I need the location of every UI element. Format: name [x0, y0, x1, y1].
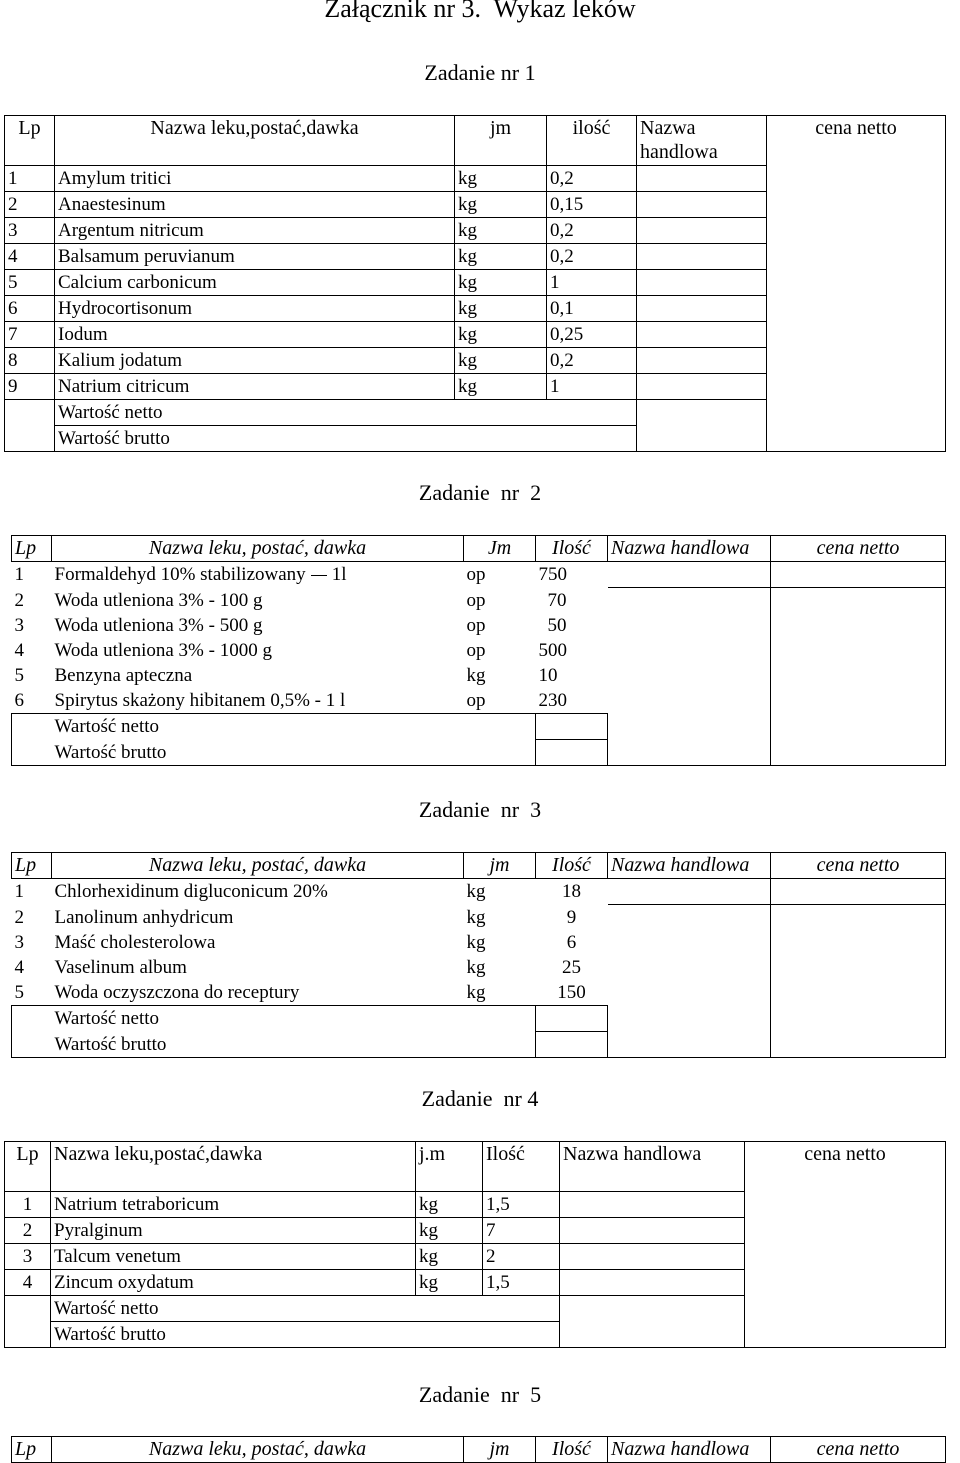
row-lp: 4: [5, 1270, 51, 1296]
row-name: Argentum nitricum: [55, 218, 455, 244]
row-price[interactable]: [767, 322, 946, 348]
row-price[interactable]: [771, 879, 946, 905]
row-lp: 1: [14, 881, 24, 902]
row-lp: 3: [5, 218, 55, 244]
row-unit: kg: [416, 1218, 483, 1244]
row-name: Lanolinum anhydricum: [54, 906, 234, 928]
total-net-label: Wartość netto: [55, 400, 637, 426]
col-trade-name: Nazwa handlowa: [560, 1142, 745, 1192]
col-qty: Ilość: [536, 853, 608, 879]
row-qty: 25: [562, 957, 581, 978]
row-price[interactable]: [771, 638, 946, 663]
row-unit: kg: [466, 957, 486, 978]
row-lp: 4: [5, 244, 55, 270]
table-row: [5, 1270, 946, 1296]
total-gross-row: [5, 426, 946, 452]
row-trade-name[interactable]: [560, 1192, 745, 1218]
row-price[interactable]: [767, 296, 946, 322]
row-qty: 9: [566, 906, 577, 928]
total-gross-label: Wartość brutto: [51, 1322, 560, 1348]
row-price[interactable]: [767, 192, 946, 218]
total-gross-value[interactable]: [637, 426, 767, 452]
row-trade-name[interactable]: [637, 192, 767, 218]
table-row: [5, 244, 946, 270]
row-name: Natrium tetraboricum: [51, 1192, 416, 1218]
row-name: Woda utleniona 3% - 1000 g: [54, 640, 272, 661]
row-name: Hydrocortisonum: [55, 296, 455, 322]
task-1-table: [4, 115, 946, 452]
row-price[interactable]: [771, 588, 946, 614]
table-row: [5, 1192, 946, 1218]
col-unit: Jm: [464, 536, 536, 562]
table-row: [5, 374, 946, 400]
col-lp: Lp: [5, 116, 55, 166]
row-unit: kg: [416, 1192, 483, 1218]
row-qty: 70: [547, 589, 567, 611]
row-name: Kalium jodatum: [55, 348, 455, 374]
table-row: [12, 613, 946, 638]
row-qty: 1,5: [483, 1192, 560, 1218]
table-row: [12, 688, 946, 714]
col-unit: j.m: [416, 1142, 483, 1192]
total-gross-value[interactable]: [560, 1322, 745, 1348]
row-lp: 1: [5, 166, 55, 192]
col-price: cena netto: [771, 536, 946, 562]
row-qty: 0,2: [547, 166, 637, 192]
row-name: Vaselinum album: [54, 957, 187, 978]
row-trade-name[interactable]: [637, 374, 767, 400]
row-name: Balsamum peruvianum: [55, 244, 455, 270]
table-header: [5, 116, 946, 166]
col-qty: Ilość: [483, 1142, 560, 1192]
col-trade-name: Nazwa handlowa: [608, 853, 771, 879]
total-net-row: [5, 1296, 946, 1322]
row-trade-name[interactable]: [560, 1218, 745, 1244]
row-price[interactable]: [745, 1192, 946, 1218]
row-name: Spirytus skażony hibitanem 0,5% - 1 l: [54, 690, 346, 711]
row-trade-name[interactable]: [637, 270, 767, 296]
row-price[interactable]: [767, 244, 946, 270]
row-unit: kg: [466, 881, 486, 902]
row-qty: 0,15: [547, 192, 637, 218]
row-unit: kg: [455, 374, 547, 400]
row-name: Iodum: [55, 322, 455, 348]
row-qty: 150: [557, 982, 586, 1003]
total-net-row: [12, 714, 946, 740]
row-name: Benzyna apteczna: [54, 665, 193, 686]
row-qty: 50: [547, 615, 567, 636]
row-unit: op: [466, 589, 486, 611]
row-unit: kg: [455, 166, 547, 192]
row-unit: kg: [455, 192, 547, 218]
row-name: [52, 562, 464, 588]
row-price[interactable]: [771, 955, 946, 980]
task-4-heading: Zadanie nr 4: [421, 1086, 539, 1111]
total-gross-label: Wartość brutto: [55, 426, 637, 452]
row-lp: 7: [5, 322, 55, 348]
row-name: Amylum tritici: [55, 166, 455, 192]
total-gross-row: [12, 740, 946, 766]
row-lp: 3: [14, 615, 24, 636]
row-trade-name[interactable]: [608, 562, 771, 588]
row-price[interactable]: [771, 562, 946, 588]
row-unit: kg: [455, 296, 547, 322]
row-qty: 0,2: [547, 218, 637, 244]
row-price[interactable]: [767, 374, 946, 400]
table-row: [12, 980, 946, 1006]
col-qty: ilość: [547, 116, 637, 166]
table-row: [5, 1218, 946, 1244]
row-qty: 1,5: [483, 1270, 560, 1296]
total-gross-row: [5, 1322, 946, 1348]
total-gross-value[interactable]: [536, 740, 608, 766]
row-price[interactable]: [771, 663, 946, 688]
table-row: [5, 1244, 946, 1270]
row-lp: 3: [14, 932, 24, 953]
table-row: [12, 955, 946, 980]
col-trade-name: Nazwa handlowa: [637, 116, 767, 166]
table-row: [5, 270, 946, 296]
table-row: [12, 562, 946, 588]
row-price[interactable]: [767, 348, 946, 374]
total-gross-label: Wartość brutto: [52, 1032, 536, 1058]
col-name: Nazwa leku,postać,dawka: [51, 1142, 416, 1192]
col-name: Nazwa leku,postać,dawka: [55, 116, 455, 166]
col-unit: jm: [464, 1437, 536, 1463]
col-qty: Ilość: [536, 536, 608, 562]
total-net-value[interactable]: [536, 1006, 608, 1032]
total-net-label: Wartość netto: [51, 1296, 560, 1322]
col-lp: Lp: [12, 853, 52, 879]
dash-mark: [311, 575, 327, 576]
row-lp: 4: [14, 957, 24, 978]
row-trade-name[interactable]: [560, 1244, 745, 1270]
row-qty: 10: [538, 665, 558, 686]
row-name: Maść cholesterolowa: [54, 932, 216, 953]
row-unit: kg: [466, 982, 486, 1003]
row-lp: 5: [14, 665, 24, 686]
row-price[interactable]: [767, 270, 946, 296]
row-qty: 0,25: [547, 322, 637, 348]
row-name: Calcium carbonicum: [55, 270, 455, 296]
row-lp: 2: [14, 906, 24, 928]
row-name: Woda utleniona 3% - 500 g: [54, 615, 263, 636]
row-lp: 4: [14, 640, 24, 661]
row-qty: 1: [547, 270, 637, 296]
row-trade-name[interactable]: [637, 244, 767, 270]
table-row: [12, 905, 946, 931]
col-name: Nazwa leku, postać, dawka: [52, 1437, 464, 1463]
row-unit: kg: [466, 932, 486, 953]
row-unit: kg: [466, 665, 486, 686]
row-name: Zincum oxydatum: [51, 1270, 416, 1296]
col-price: cena netto: [745, 1142, 946, 1192]
total-net-row: [5, 400, 946, 426]
row-name: Woda oczyszczona do receptury: [54, 982, 300, 1003]
total-net-row: [12, 1006, 946, 1032]
row-unit: op: [466, 564, 486, 585]
row-lp: 6: [14, 690, 24, 711]
row-unit: kg: [416, 1270, 483, 1296]
col-price: cena netto: [771, 853, 946, 879]
col-name: Nazwa leku, postać, dawka: [52, 853, 464, 879]
total-net-value[interactable]: [560, 1296, 745, 1322]
row-trade-name[interactable]: [560, 1270, 745, 1296]
row-qty: 2: [483, 1244, 560, 1270]
table-header: [12, 536, 946, 562]
row-trade-name[interactable]: [637, 218, 767, 244]
row-name-part: Formaldehyd 10% stabilizowany: [54, 564, 306, 585]
row-lp: 3: [5, 1244, 51, 1270]
row-unit: op: [466, 640, 486, 661]
row-unit: kg: [416, 1244, 483, 1270]
row-trade-name[interactable]: [637, 348, 767, 374]
table-row: [12, 879, 946, 905]
row-qty: 0,1: [547, 296, 637, 322]
row-unit: kg: [455, 270, 547, 296]
total-gross-value[interactable]: [536, 1032, 608, 1058]
row-unit: kg: [455, 322, 547, 348]
table-row: [5, 296, 946, 322]
page-title: Załącznik nr 3. Wykaz leków: [324, 0, 636, 23]
total-net-label: Wartość netto: [52, 714, 536, 740]
col-unit: jm: [464, 853, 536, 879]
row-qty: 750: [538, 564, 567, 585]
row-price[interactable]: [771, 905, 946, 931]
row-name: Natrium citricum: [55, 374, 455, 400]
col-price: cena netto: [771, 1437, 946, 1463]
row-lp: 8: [5, 348, 55, 374]
table-header: [5, 1142, 946, 1192]
row-lp: 6: [5, 296, 55, 322]
row-qty: 7: [483, 1218, 560, 1244]
col-lp: Lp: [12, 1437, 52, 1463]
row-unit: kg: [466, 906, 486, 928]
row-lp: 5: [14, 982, 24, 1003]
total-net-label: Wartość netto: [52, 1006, 536, 1032]
row-price[interactable]: [745, 1270, 946, 1296]
row-price[interactable]: [771, 613, 946, 638]
row-trade-name[interactable]: [608, 879, 771, 905]
col-unit: jm: [455, 116, 547, 166]
col-lp: Lp: [5, 1142, 51, 1192]
total-net-value[interactable]: [637, 400, 767, 426]
row-trade-name[interactable]: [637, 166, 767, 192]
col-lp: Lp: [12, 536, 52, 562]
row-name-volume: 1l: [331, 564, 347, 585]
row-qty: 0,2: [547, 244, 637, 270]
table-row: [5, 166, 946, 192]
total-net-value[interactable]: [536, 714, 608, 740]
row-lp: 2: [14, 589, 24, 611]
row-lp: 1: [14, 564, 24, 585]
row-qty: 18: [562, 881, 581, 902]
row-qty: 1: [547, 374, 637, 400]
table-header: [12, 1437, 946, 1463]
row-qty: 230: [538, 690, 567, 711]
total-gross-row: [12, 1032, 946, 1058]
row-price[interactable]: [771, 688, 946, 714]
task-3-table: [11, 852, 946, 1058]
col-trade-name: Nazwa handlowa: [608, 1437, 771, 1463]
row-unit: op: [466, 615, 486, 636]
table-row: [5, 192, 946, 218]
row-lp: 1: [5, 1192, 51, 1218]
row-price[interactable]: [745, 1218, 946, 1244]
table-row: [12, 663, 946, 688]
table-row: [5, 348, 946, 374]
task-5-table: [11, 1436, 946, 1463]
table-row: [12, 638, 946, 663]
table-row: [5, 322, 946, 348]
row-name: Chlorhexidinum digluconicum 20%: [54, 881, 328, 902]
row-price[interactable]: [771, 930, 946, 955]
row-price[interactable]: [771, 980, 946, 1006]
task-3-heading: Zadanie nr 3: [418, 797, 542, 822]
row-name: Talcum venetum: [51, 1244, 416, 1270]
row-lp: 2: [5, 1218, 51, 1244]
row-name: Woda utleniona 3% - 100 g: [54, 589, 263, 611]
row-qty: 0,2: [547, 348, 637, 374]
col-name: Nazwa leku, postać, dawka: [52, 536, 464, 562]
table-row: [12, 588, 946, 614]
row-unit: kg: [455, 244, 547, 270]
row-trade-name[interactable]: [637, 296, 767, 322]
task-4-table: [4, 1141, 946, 1348]
row-price[interactable]: [767, 166, 946, 192]
table-row: [12, 930, 946, 955]
row-unit: op: [466, 690, 486, 711]
col-trade-name: Nazwa handlowa: [608, 536, 771, 562]
table-row: [5, 218, 946, 244]
total-gross-label: Wartość brutto: [52, 740, 536, 766]
row-qty: 6: [566, 932, 577, 953]
row-trade-name[interactable]: [637, 322, 767, 348]
task-1-heading: Zadanie nr 1: [424, 60, 536, 85]
row-lp: 9: [5, 374, 55, 400]
col-price: cena netto: [767, 116, 946, 166]
col-qty: Ilość: [536, 1437, 608, 1463]
task-5-heading: Zadanie nr 5: [418, 1382, 542, 1407]
task-2-table: [11, 535, 946, 766]
table-header: [12, 853, 946, 879]
row-unit: kg: [455, 218, 547, 244]
row-unit: kg: [455, 348, 547, 374]
row-lp: 5: [5, 270, 55, 296]
task-2-heading: Zadanie nr 2: [418, 480, 542, 505]
row-price[interactable]: [767, 218, 946, 244]
row-name: Pyralginum: [51, 1218, 416, 1244]
row-name: Anaestesinum: [55, 192, 455, 218]
row-lp: 2: [5, 192, 55, 218]
row-qty: 500: [538, 640, 567, 661]
row-price[interactable]: [745, 1244, 946, 1270]
